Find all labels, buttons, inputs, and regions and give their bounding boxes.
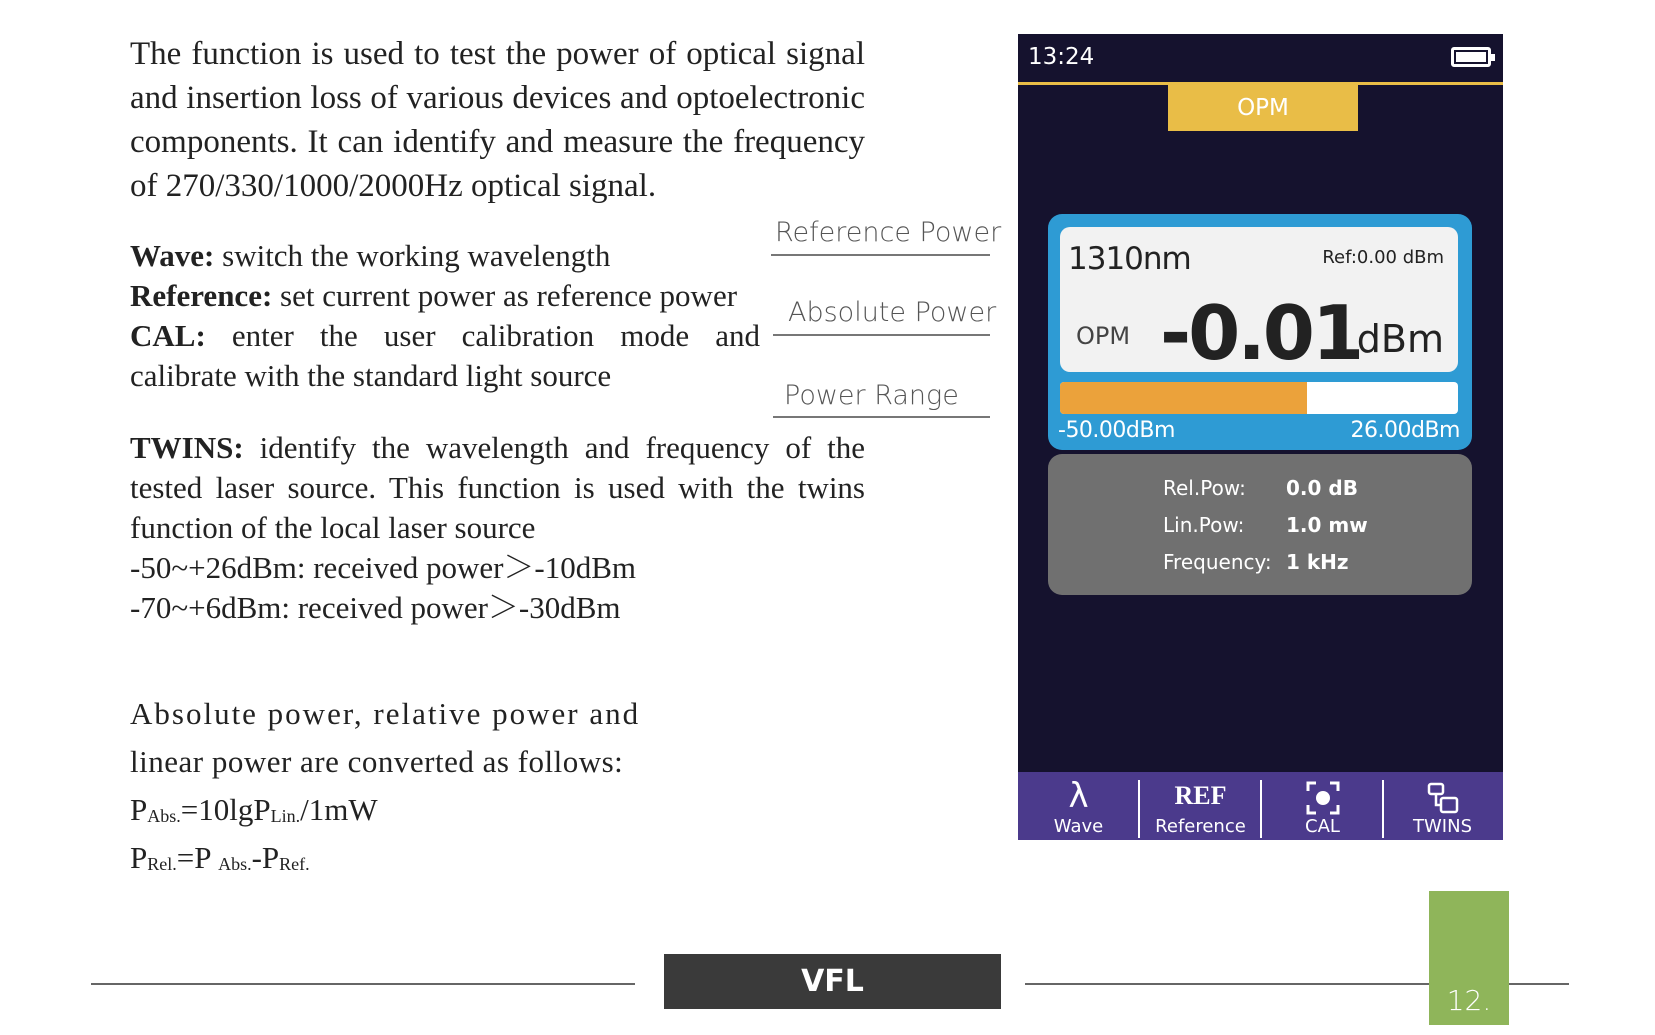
battery-icon	[1451, 47, 1491, 67]
wave-label: Wave	[1053, 816, 1104, 837]
definition-text: enter the user calibration mode and calibrate with the standard light source	[130, 318, 760, 393]
meter-card	[1060, 227, 1458, 377]
formula-absolute	[130, 790, 378, 836]
reference-button[interactable]	[1140, 772, 1261, 840]
tab-opm[interactable]: OPM	[1168, 85, 1358, 131]
twins-section	[130, 428, 865, 628]
range-min: -50.00dBm	[1058, 418, 1175, 443]
bottom-toolbar	[1018, 772, 1503, 840]
device-screen	[1018, 34, 1503, 840]
callout-absolute-power: Absolute Power	[788, 297, 997, 328]
formula-subscript: Abs.	[147, 806, 181, 826]
formula-symbol: P	[130, 840, 148, 875]
reference-label: Reference	[1155, 816, 1246, 837]
formula-symbol: =10lgP	[180, 792, 271, 827]
definition-cal	[130, 316, 760, 396]
definition-wave	[130, 236, 760, 276]
callout-power-range: Power Range	[784, 380, 959, 411]
lambda-icon: λ	[1068, 776, 1089, 816]
formula-symbol: /1mW	[300, 792, 378, 827]
mode-label: OPM	[1076, 322, 1131, 350]
twins-term: TWINS:	[130, 430, 244, 465]
definition-term: Wave:	[130, 238, 215, 273]
info-panel	[1048, 454, 1472, 595]
reference-value: Ref:0.00 dBm	[1322, 247, 1444, 268]
formula-subscript: Abs.	[218, 854, 252, 874]
meter-panel	[1048, 214, 1472, 450]
callout-line	[771, 254, 990, 256]
formula-relative	[130, 838, 310, 884]
intro-paragraph: The function is used to test the power of optical signal and insertion loss of various devices and optoelectronic components. It can identify and measure the frequency of 270/330/1000/2000Hz optical signal.	[130, 36, 865, 204]
power-unit: dBm	[1356, 317, 1444, 361]
cal-label: CAL	[1305, 816, 1340, 837]
twins-text: identify the wavelength and frequency of the	[243, 430, 865, 465]
callout-line	[773, 334, 990, 336]
definition-text: set current power as reference power	[272, 278, 738, 313]
info-label-rel-pow: Rel.Pow:	[1163, 476, 1246, 500]
info-value-lin-pow: 1.0 mw	[1286, 513, 1368, 537]
twins-button[interactable]	[1382, 772, 1503, 840]
twins-range-2: -70~+6dBm: received power＞-30dBm	[130, 590, 621, 625]
wave-button[interactable]	[1018, 772, 1139, 840]
twins-line-1	[130, 428, 865, 468]
section-title: VFL	[664, 954, 1001, 1009]
wavelength-value: 1310nm	[1068, 241, 1191, 277]
power-range-fill	[1060, 382, 1307, 414]
definition-term: Reference:	[130, 278, 273, 313]
formula-subscript: Lin.	[270, 806, 301, 826]
formula-symbol: -P	[251, 840, 280, 875]
cal-button[interactable]	[1262, 772, 1383, 840]
twins-label: TWINS	[1413, 816, 1472, 837]
formula-subscript: Ref.	[279, 854, 310, 874]
power-reading: -0.01	[1160, 289, 1362, 377]
info-value-frequency: 1 kHz	[1286, 550, 1349, 574]
formula-symbol: =P	[176, 840, 219, 875]
info-label-lin-pow: Lin.Pow:	[1163, 513, 1245, 537]
twins-line-2: tested laser source. This function is used with the twins	[130, 470, 865, 505]
twins-line-3: function of the local laser source	[130, 510, 536, 545]
range-max: 26.00dBm	[1350, 418, 1460, 443]
definition-term: CAL:	[130, 318, 206, 353]
callout-reference-power: Reference Power	[775, 217, 1002, 248]
footer-rule-left	[91, 983, 635, 985]
page-number-box	[1429, 891, 1509, 1025]
twins-range-1: -50~+26dBm: received power＞-10dBm	[130, 550, 637, 585]
ref-icon: REF	[1174, 781, 1227, 810]
definition-text: switch the working wavelength	[214, 238, 611, 273]
definitions-list	[130, 236, 760, 396]
page-number: 12.	[1446, 984, 1492, 1017]
info-value-rel-pow: 0.0 dB	[1286, 476, 1358, 500]
formula-heading: Absolute power, relative power and	[130, 696, 641, 731]
calibration-target-icon	[1262, 776, 1383, 816]
twins-devices-icon	[1382, 776, 1503, 816]
formula-symbol: P	[130, 792, 148, 827]
status-time: 13:24	[1028, 44, 1095, 70]
formula-subscript: Rel.	[147, 854, 177, 874]
formula-subheading: linear power are converted as follows:	[130, 744, 624, 779]
info-label-frequency: Frequency:	[1163, 550, 1272, 574]
callout-line	[773, 416, 990, 418]
definition-reference	[130, 276, 760, 316]
power-range-bar	[1060, 382, 1458, 414]
